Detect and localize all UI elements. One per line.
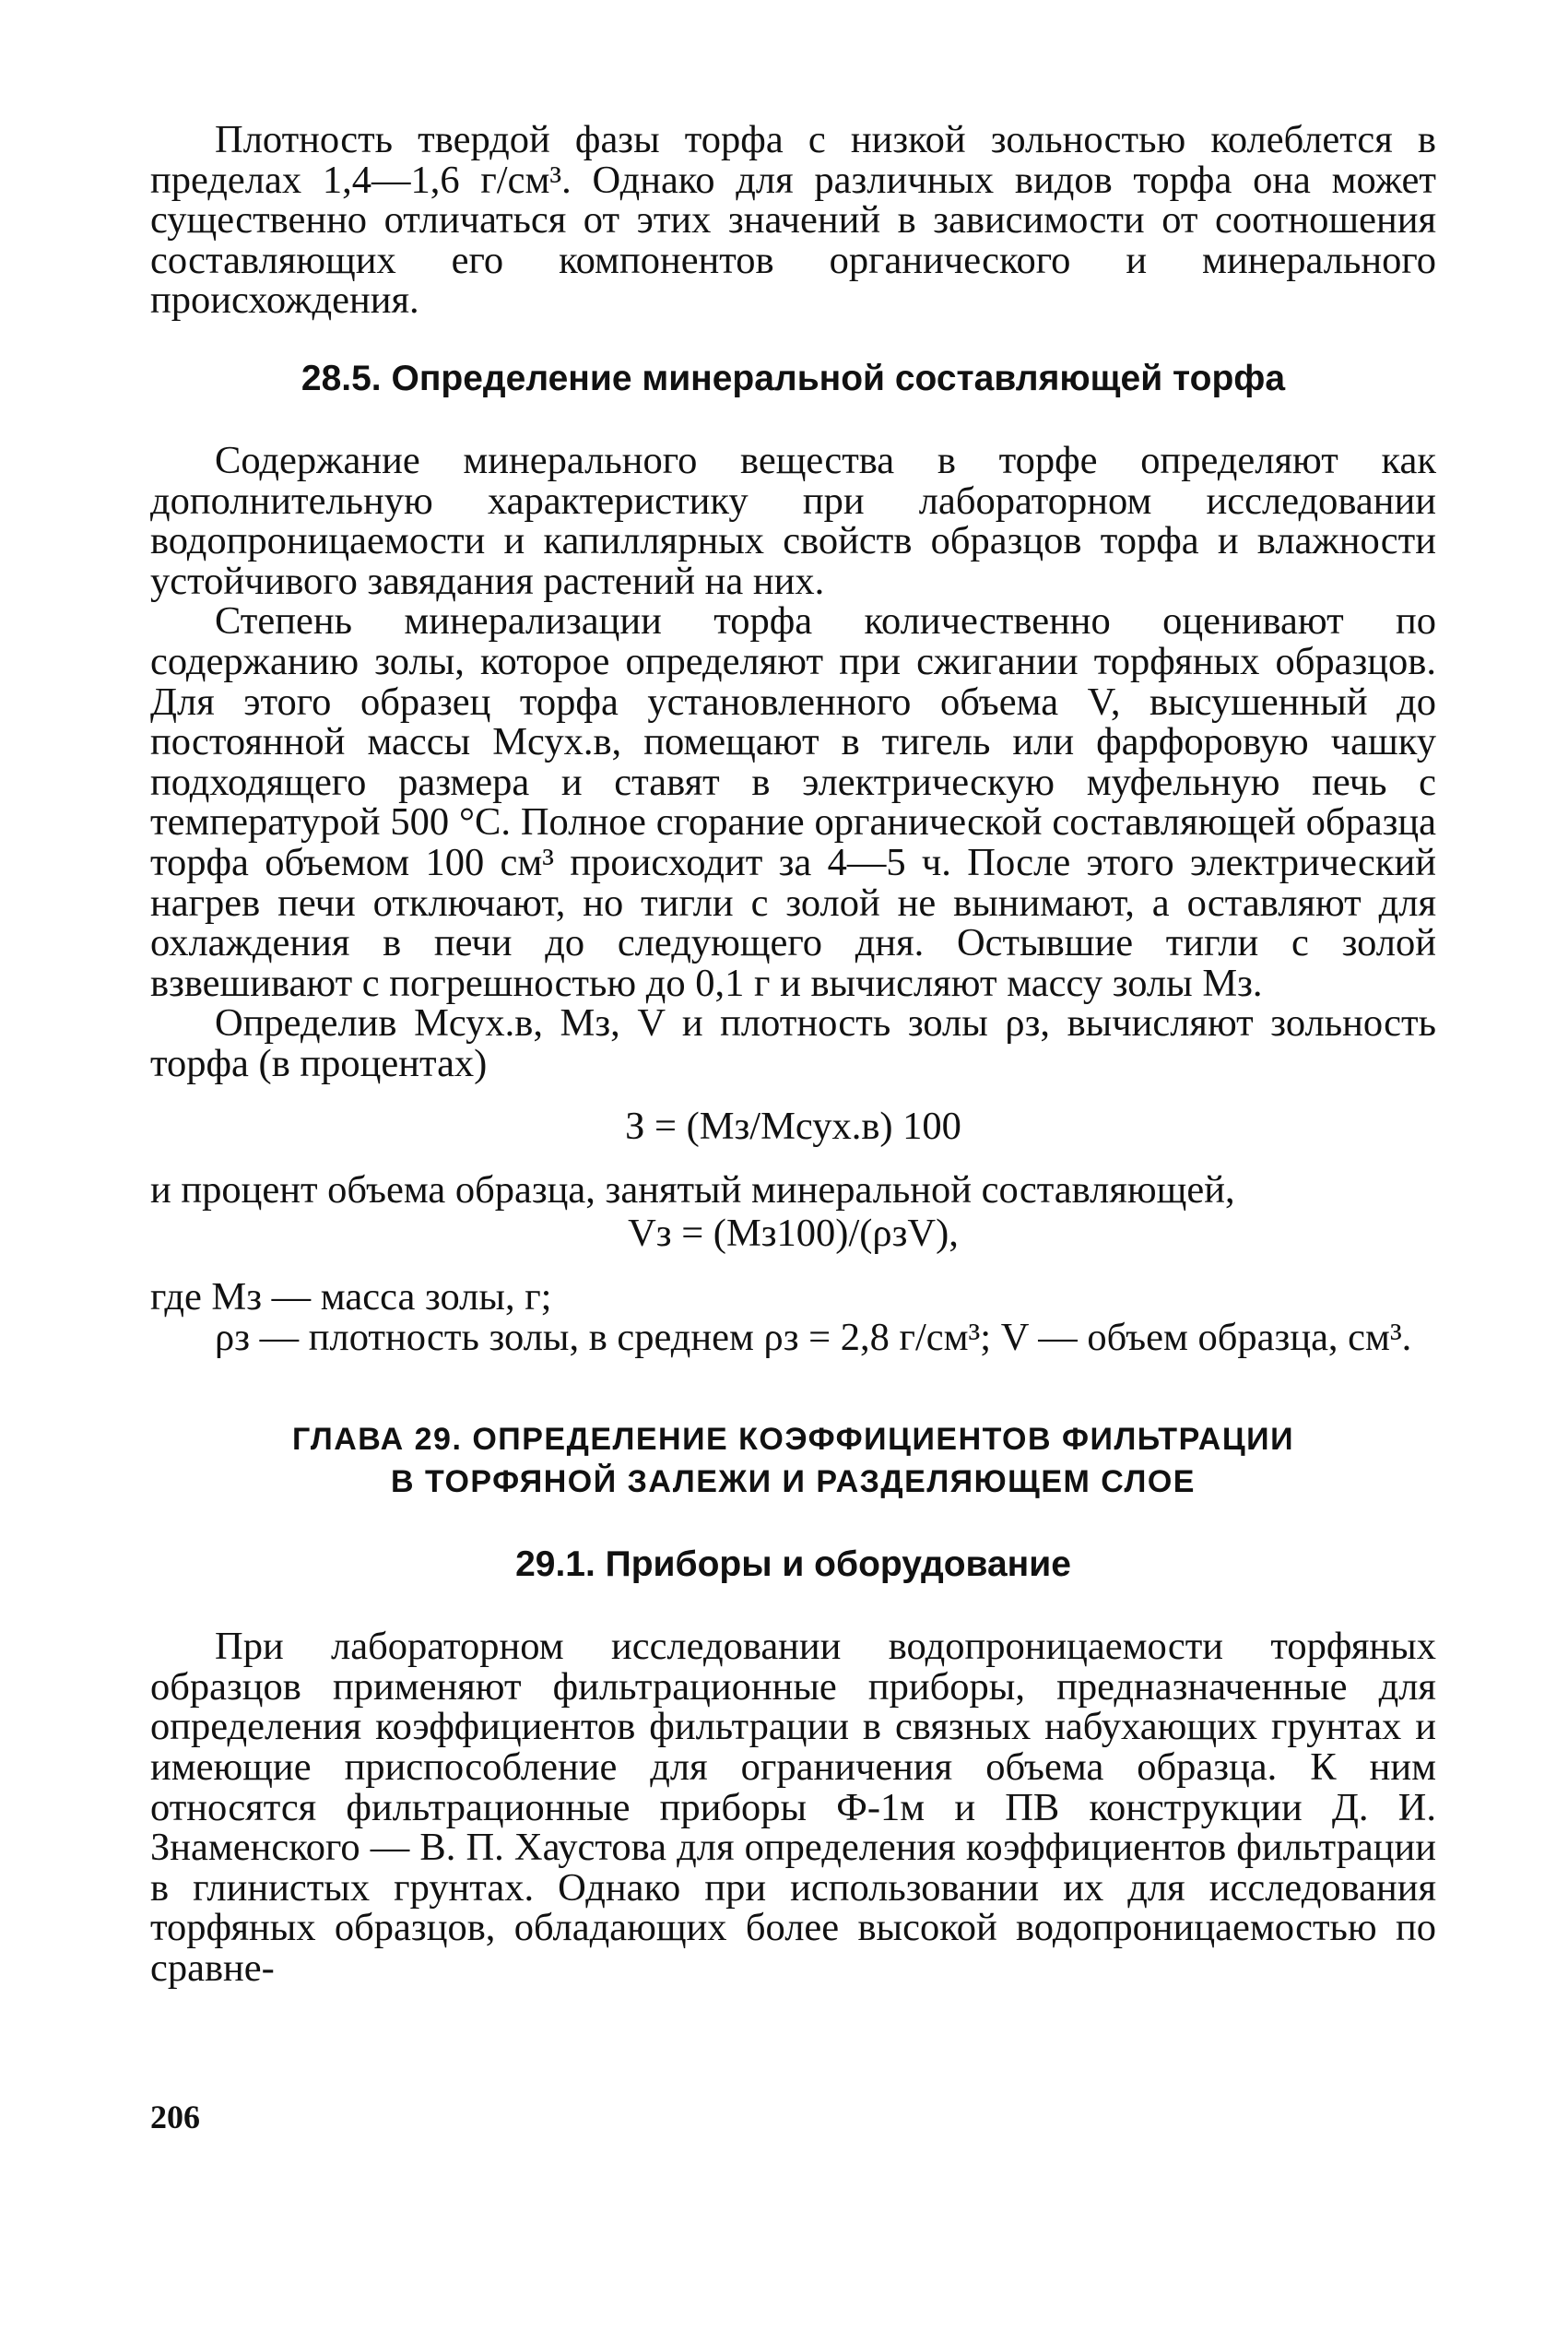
paragraph-filtration-devices: При лабораторном исследовании водопроницаемости торфяных образцов применяют фильтрационные приборы, предназначенные для определения коэффициентов фильтрации в связных набухающих грунтах и имеющие приспособление для ограничения объема образца. К ним относятся фильтрационные приборы Ф-1м и ПВ конструкции Д. И. Знаменского — В. П. Хаустова для определения коэффициентов фильтрации в глинистых грунтах. Однако при использовании их для исследования торфяных образцов, обладающих более высокой водопроницаемостью по сравне-: [150, 1625, 1436, 1990]
paragraph-mineral-content: Содержание минерального вещества в торфе определяют как дополнительную характеристику при лабораторном исследовании водопроницаемости и капиллярных свойств образцов торфа и влажности устойчивого завядания растений на них.: [150, 438, 1436, 603]
paragraph-ash-determination: Определив Mсух.в, Mз, V и плотность золы ρз, вычисляют зольность торфа (в процентах): [150, 1001, 1436, 1085]
paragraph-volume-percent: и процент объема образца, занятый минеральной составляющей,: [150, 1168, 1235, 1212]
formula-ash-volume: Vз = (Mз100)/(ρзV),: [628, 1212, 959, 1256]
paragraph-where-density: ρз — плотность золы, в среднем ρз = 2,8 г/см³; V — объем образца, см³.: [215, 1315, 1412, 1359]
paragraph-peat-density: Плотность твердой фазы торфа с низкой зольностью колеблется в пределах 1,4—1,6 г/см³. Однако для различных видов торфа она может существенно отличаться от этих значений в зависимости от соотношения составляющих его компонентов органического и минерального происхождения.: [150, 118, 1436, 323]
paragraph-where-mass: где Mз — масса золы, г;: [150, 1275, 552, 1319]
page-body: [150, 120, 1436, 1989]
section-heading-28-5: 28.5. Определение минеральной составляющей торфа: [301, 358, 1286, 398]
chapter-heading-line-2: В ТОРФЯНОЙ ЗАЛЕЖИ И РАЗДЕЛЯЮЩЕМ СЛОЕ: [391, 1464, 1196, 1500]
formula-ash-content: З = (Mз/Mсух.в) 100: [625, 1105, 961, 1149]
section-heading-29-1: 29.1. Приборы и оборудование: [515, 1544, 1071, 1585]
paragraph-mineralization: Степень минерализации торфа количественно оценивают по содержанию золы, которое определяют при сжигании торфяных образцов. Для этого образец торфа установленного объема V, высушенный до постоянной массы Mсух.в, помещают в тигель или фарфоровую чашку подходящего размера и ставят в электрическую муфельную печь с температурой 500 °С. Полное сгорание органической составляющей образца торфа объемом 100 см³ происходит за 4—5 ч. После этого электрический нагрев печи отключают, но тигли с золой не вынимают, а оставляют для охлаждения в печи до следующего дня. Остывшие тигли с золой взвешивают с погрешностью до 0,1 г и вычисляют массу золы Mз.: [150, 599, 1436, 1005]
chapter-heading-line-1: ГЛАВА 29. ОПРЕДЕЛЕНИЕ КОЭФФИЦИЕНТОВ ФИЛЬТРАЦИИ: [291, 1422, 1295, 1458]
page-number: 206: [150, 2099, 200, 2135]
